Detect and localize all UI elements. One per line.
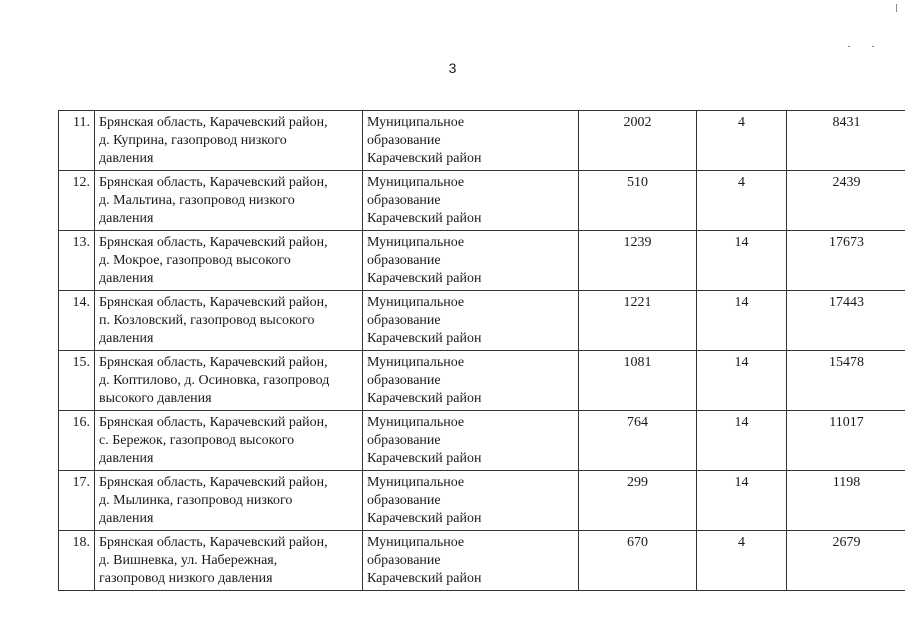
object-description-line: Брянская область, Карачевский район, <box>99 295 328 310</box>
object-description-line: с. Бережок, газопровод высокого <box>99 433 295 448</box>
object-description-line: Брянская область, Карачевский район, <box>99 115 328 130</box>
owner-cell <box>363 291 579 351</box>
cost-cell: 17443 <box>787 291 905 351</box>
registry-table <box>58 110 905 591</box>
cost-cell: 8431 <box>787 111 905 171</box>
row-number-cell: 17. <box>59 471 95 531</box>
object-description-line: давления <box>99 451 154 466</box>
page-number: 3 <box>448 60 457 76</box>
owner-line: Муниципальное <box>367 295 465 310</box>
row-number-cell: 11. <box>59 111 95 171</box>
owner-line: Карачевский район <box>367 271 482 286</box>
object-description-cell <box>95 411 363 471</box>
scan-mark <box>848 46 850 47</box>
cost-cell: 2439 <box>787 171 905 231</box>
owner-line: Муниципальное <box>367 475 465 490</box>
owner-line: Карачевский район <box>367 451 482 466</box>
table-row <box>59 471 905 531</box>
owner-cell <box>363 351 579 411</box>
object-description-line: Брянская область, Карачевский район, <box>99 535 328 550</box>
object-description-line: Брянская область, Карачевский район, <box>99 415 328 430</box>
length-cell: 299 <box>579 471 697 531</box>
object-description-cell <box>95 171 363 231</box>
object-description-cell <box>95 471 363 531</box>
owner-cell <box>363 531 579 591</box>
row-number-cell: 14. <box>59 291 95 351</box>
object-description-line: д. Мылинка, газопровод низкого <box>99 493 293 508</box>
diameter-cell: 4 <box>697 111 787 171</box>
cost-cell: 1198 <box>787 471 905 531</box>
object-description-cell <box>95 531 363 591</box>
registry-table-body <box>59 111 905 591</box>
object-description-line: Брянская область, Карачевский район, <box>99 235 328 250</box>
row-number-cell: 16. <box>59 411 95 471</box>
object-description-line: давления <box>99 271 154 286</box>
owner-line: Карачевский район <box>367 331 482 346</box>
length-cell: 2002 <box>579 111 697 171</box>
object-description-line: давления <box>99 211 154 226</box>
diameter-cell: 14 <box>697 351 787 411</box>
owner-line: образование <box>367 433 441 448</box>
owner-line: Карачевский район <box>367 391 482 406</box>
object-description-line: высокого давления <box>99 391 212 406</box>
length-cell: 1221 <box>579 291 697 351</box>
length-cell: 1081 <box>579 351 697 411</box>
owner-line: Муниципальное <box>367 115 465 130</box>
owner-line: образование <box>367 373 441 388</box>
diameter-cell: 4 <box>697 171 787 231</box>
object-description-line: п. Козловский, газопровод высокого <box>99 313 315 328</box>
object-description-line: давления <box>99 151 154 166</box>
object-description-line: д. Вишневка, ул. Набережная, <box>99 553 278 568</box>
cost-cell: 2679 <box>787 531 905 591</box>
table-row <box>59 111 905 171</box>
object-description-line: Брянская область, Карачевский район, <box>99 355 328 370</box>
owner-cell <box>363 411 579 471</box>
row-number-cell: 13. <box>59 231 95 291</box>
table-row <box>59 291 905 351</box>
object-description-cell <box>95 351 363 411</box>
diameter-cell: 14 <box>697 471 787 531</box>
scan-mark <box>896 4 897 12</box>
owner-line: Муниципальное <box>367 175 465 190</box>
cost-cell: 17673 <box>787 231 905 291</box>
object-description-line: давления <box>99 511 154 526</box>
object-description-line: давления <box>99 331 154 346</box>
object-description-cell <box>95 111 363 171</box>
cost-cell: 11017 <box>787 411 905 471</box>
owner-line: Муниципальное <box>367 415 465 430</box>
owner-line: Муниципальное <box>367 355 465 370</box>
owner-line: образование <box>367 133 441 148</box>
owner-line: Карачевский район <box>367 211 482 226</box>
object-description-cell <box>95 231 363 291</box>
owner-cell <box>363 171 579 231</box>
owner-line: образование <box>367 313 441 328</box>
object-description-line: газопровод низкого давления <box>99 571 273 586</box>
owner-line: образование <box>367 253 441 268</box>
length-cell: 510 <box>579 171 697 231</box>
object-description-cell <box>95 291 363 351</box>
diameter-cell: 14 <box>697 411 787 471</box>
object-description-line: Брянская область, Карачевский район, <box>99 175 328 190</box>
object-description-line: д. Мокрое, газопровод высокого <box>99 253 291 268</box>
row-number-cell: 15. <box>59 351 95 411</box>
table-row <box>59 531 905 591</box>
row-number-cell: 18. <box>59 531 95 591</box>
length-cell: 670 <box>579 531 697 591</box>
cost-cell: 15478 <box>787 351 905 411</box>
object-description-line: д. Коптилово, д. Осиновка, газопровод <box>99 373 330 388</box>
diameter-cell: 14 <box>697 291 787 351</box>
owner-line: Муниципальное <box>367 235 465 250</box>
row-number-cell: 12. <box>59 171 95 231</box>
owner-line: образование <box>367 493 441 508</box>
owner-cell <box>363 471 579 531</box>
table-row <box>59 171 905 231</box>
owner-line: образование <box>367 553 441 568</box>
table-row <box>59 351 905 411</box>
object-description-line: Брянская область, Карачевский район, <box>99 475 328 490</box>
owner-cell <box>363 231 579 291</box>
table-row <box>59 231 905 291</box>
length-cell: 764 <box>579 411 697 471</box>
object-description-line: д. Мальтина, газопровод низкого <box>99 193 295 208</box>
diameter-cell: 4 <box>697 531 787 591</box>
owner-line: Муниципальное <box>367 535 465 550</box>
object-description-line: д. Куприна, газопровод низкого <box>99 133 287 148</box>
owner-cell <box>363 111 579 171</box>
owner-line: Карачевский район <box>367 511 482 526</box>
owner-line: Карачевский район <box>367 151 482 166</box>
owner-line: образование <box>367 193 441 208</box>
owner-line: Карачевский район <box>367 571 482 586</box>
scan-mark <box>872 46 874 47</box>
length-cell: 1239 <box>579 231 697 291</box>
table-row <box>59 411 905 471</box>
diameter-cell: 14 <box>697 231 787 291</box>
